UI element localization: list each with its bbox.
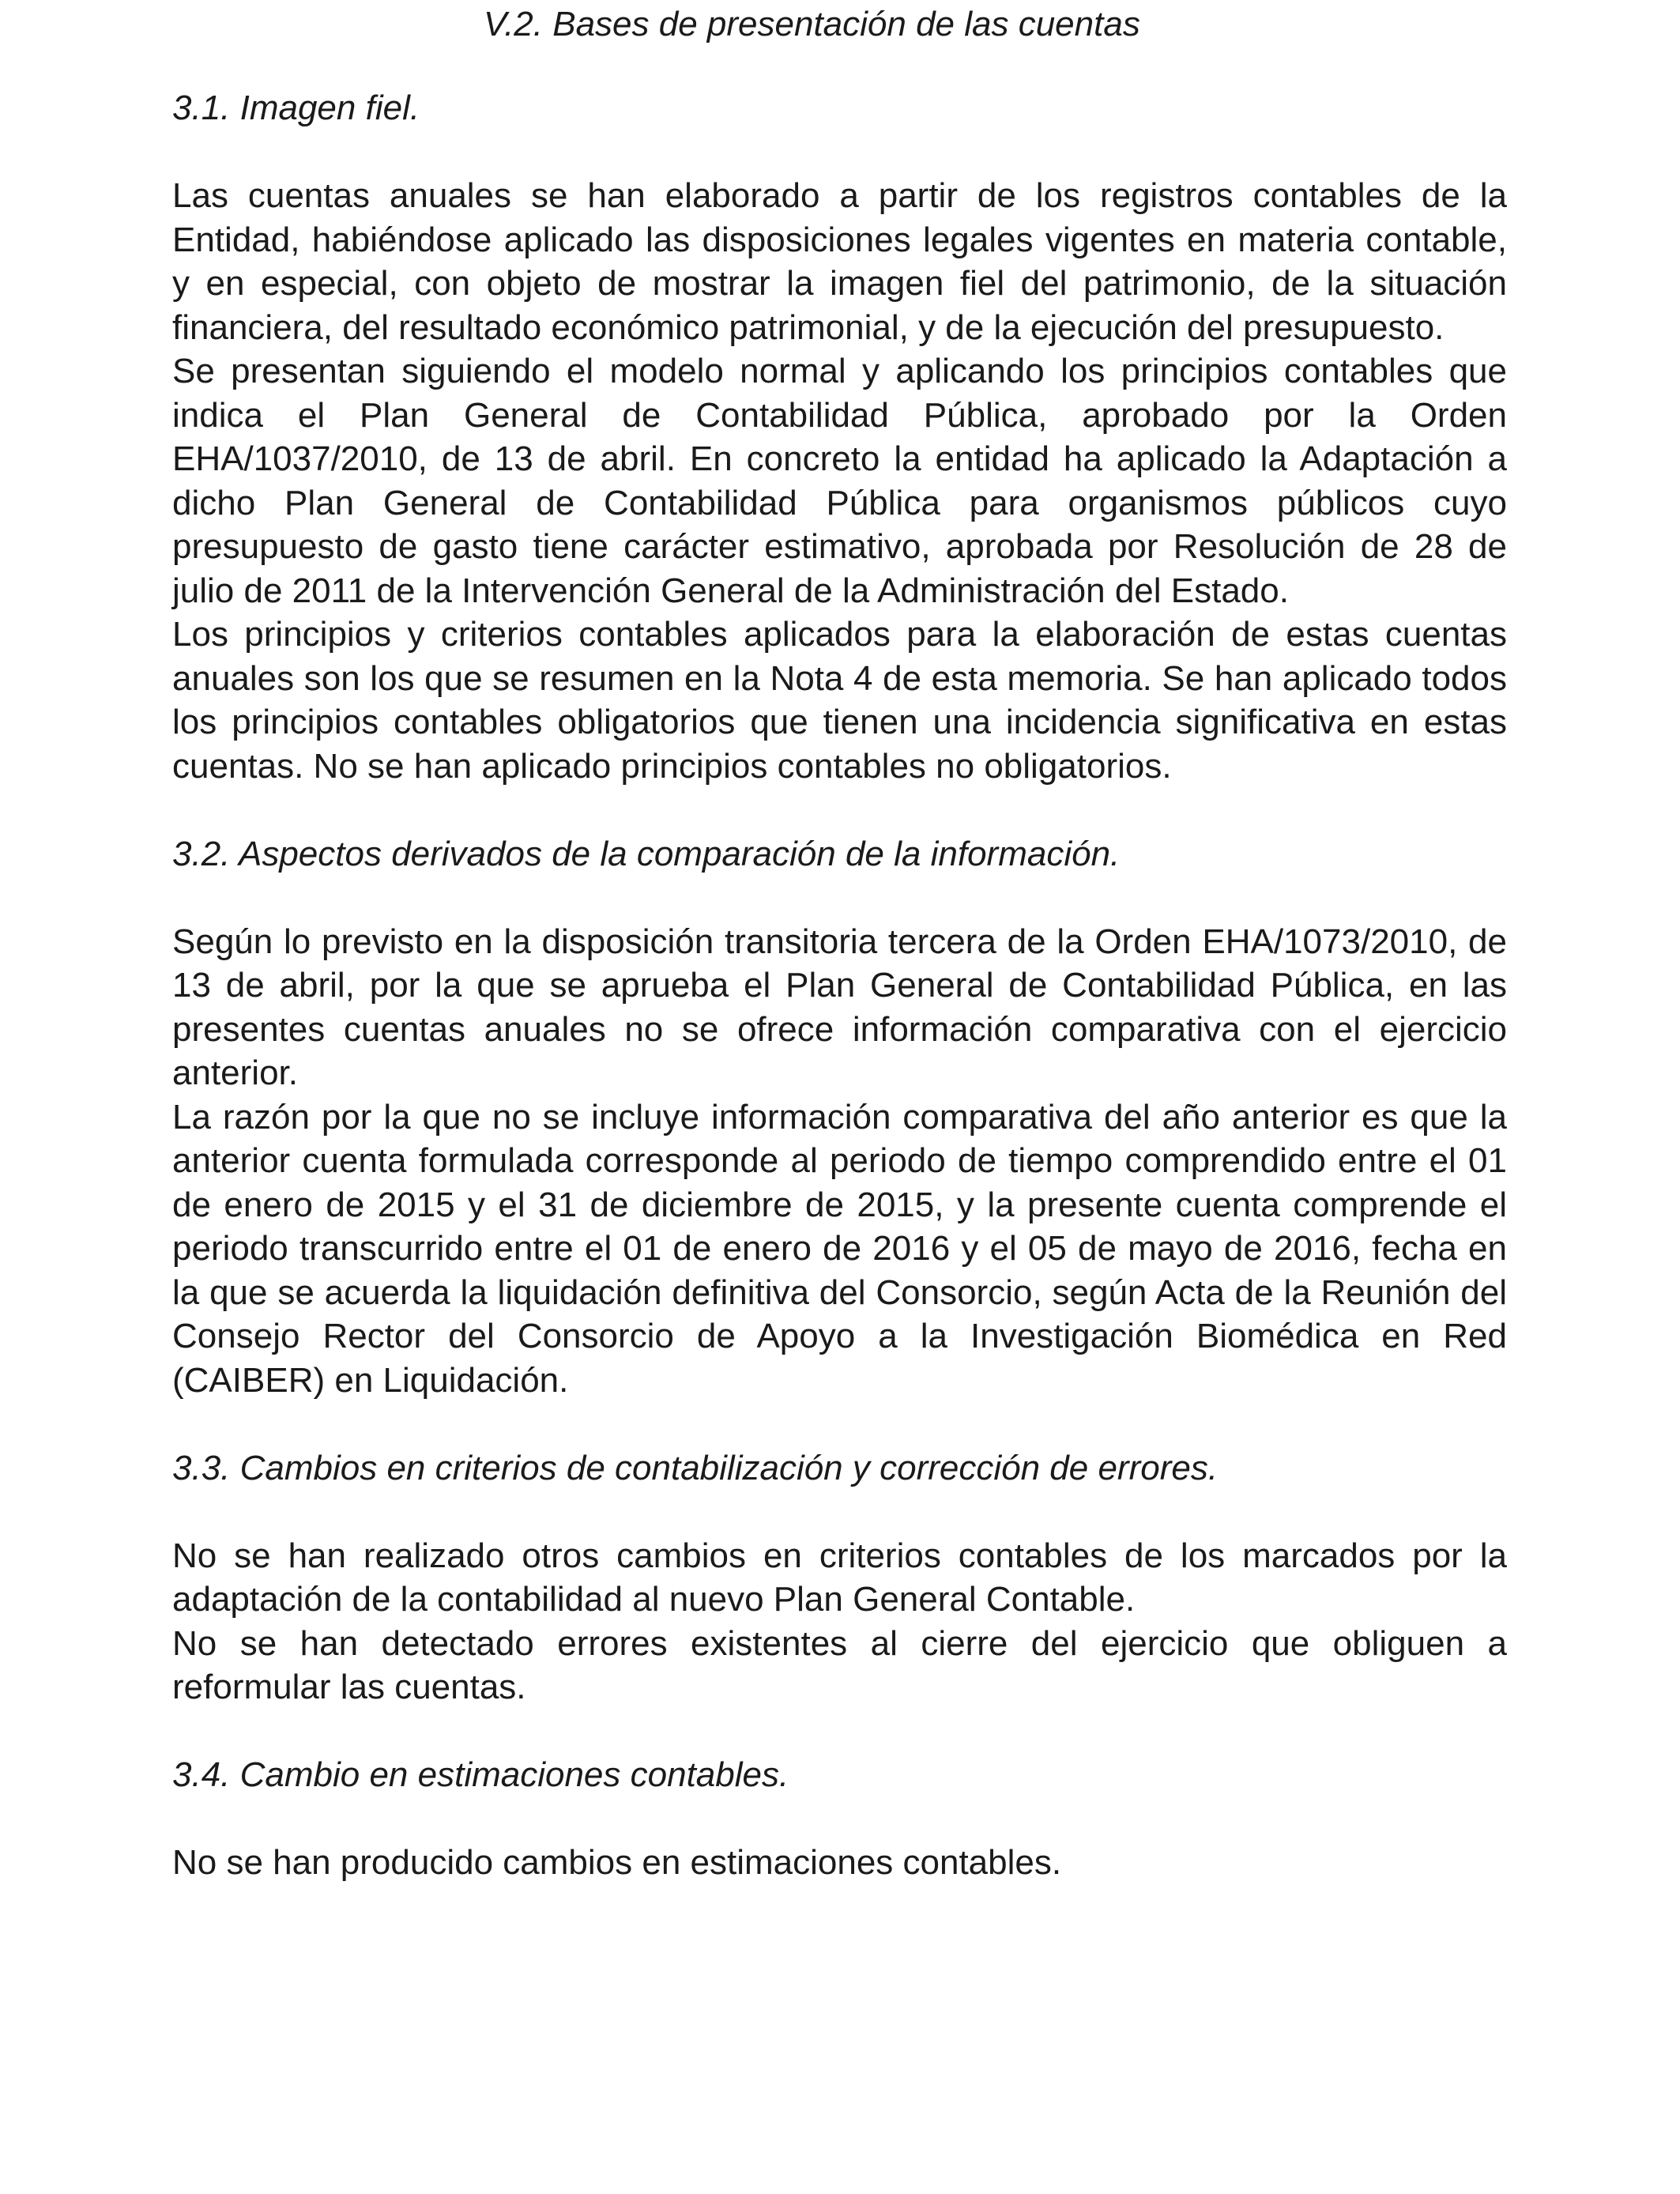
paragraph: La razón por la que no se incluye información comparativa del año anterior es que la anterior cuenta formulada corresponde al periodo de tiempo comprendido entre el 01 de enero de 2015 y el 31 de diciembre de 2015, y la presente cuenta comprende el periodo transcurrido entre el 01 de enero de 2016 y el 05 de mayo de 2016, fecha en la que se acuerda la liquidación definitiva del Consorcio, según Acta de la Reunión del Consejo Rector del Consorcio de Apoyo a la Investigación Biomédica en Red (CAIBER) en Liquidación.: [172, 1097, 1507, 1400]
section-cambio-estimaciones: [172, 1753, 1507, 1885]
paragraph: Según lo previsto en la disposición transitoria tercera de la Orden EHA/1073/2010, de 13 de abril, por la que se aprueba el Plan General de Contabilidad Pública, en las presentes cuentas anuales no se ofrece información comparativa con el ejercicio anterior.: [172, 922, 1507, 1092]
spacer: [172, 1710, 1507, 1754]
section-heading: 3.4. Cambio en estimaciones contables.: [172, 1755, 789, 1794]
section-heading: 3.2. Aspectos derivados de la comparación de la información.: [172, 834, 1121, 873]
document-title: V.2. Bases de presentación de las cuentas: [484, 5, 1140, 43]
document-body: [172, 86, 1507, 1885]
section-heading: 3.1. Imagen fiel.: [172, 89, 420, 127]
spacer: [172, 1490, 1507, 1534]
paragraph: Se presentan siguiendo el modelo normal y aplicando los principios contables que indica el Plan General de Contabilidad Pública, aprobado por la Orden EHA/1037/2010, de 13 de abril. En concreto la entidad ha aplicado la Adaptación a dicho Plan General de Contabilidad Pública para organismos públicos cuyo presupuesto de gasto tiene carácter estimativo, aprobada por Resolución de 28 de julio de 2011 de la Intervención General de la Administración del Estado.: [172, 352, 1507, 610]
paragraph: No se han realizado otros cambios en criterios contables de los marcados por la adaptación de la contabilidad al nuevo Plan General Contable.: [172, 1536, 1507, 1619]
spacer: [172, 788, 1507, 832]
spacer: [172, 1402, 1507, 1446]
spacer: [172, 1797, 1507, 1842]
paragraph: Las cuentas anuales se han elaborado a partir de los registros contables de la Entidad, habiéndose aplicado las disposiciones legales vigentes en materia contable, y en especial, con objeto de mostrar la imagen fiel del patrimonio, de la situación financiera, del resultado económico patrimonial, y de la ejecución del presupuesto.: [172, 176, 1507, 347]
section-comparacion-informacion: [172, 832, 1507, 1403]
spacer: [172, 876, 1507, 920]
paragraph: Los principios y criterios contables aplicados para la elaboración de estas cuentas anuales son los que se resumen en la Nota 4 de esta memoria. Se han aplicado todos los principios contables obligatorios que tienen una incidencia significativa en estas cuentas. No se han aplicado principios contables no obligatorios.: [172, 615, 1507, 786]
section-cambios-criterios: [172, 1446, 1507, 1710]
section-heading: 3.3. Cambios en criterios de contabilización y corrección de errores.: [172, 1448, 1219, 1487]
spacer: [172, 130, 1507, 175]
section-imagen-fiel: [172, 86, 1507, 788]
paragraph: No se han producido cambios en estimaciones contables.: [172, 1843, 1062, 1882]
paragraph: No se han detectado errores existentes al cierre del ejercicio que obliguen a reformular las cuentas.: [172, 1623, 1507, 1706]
